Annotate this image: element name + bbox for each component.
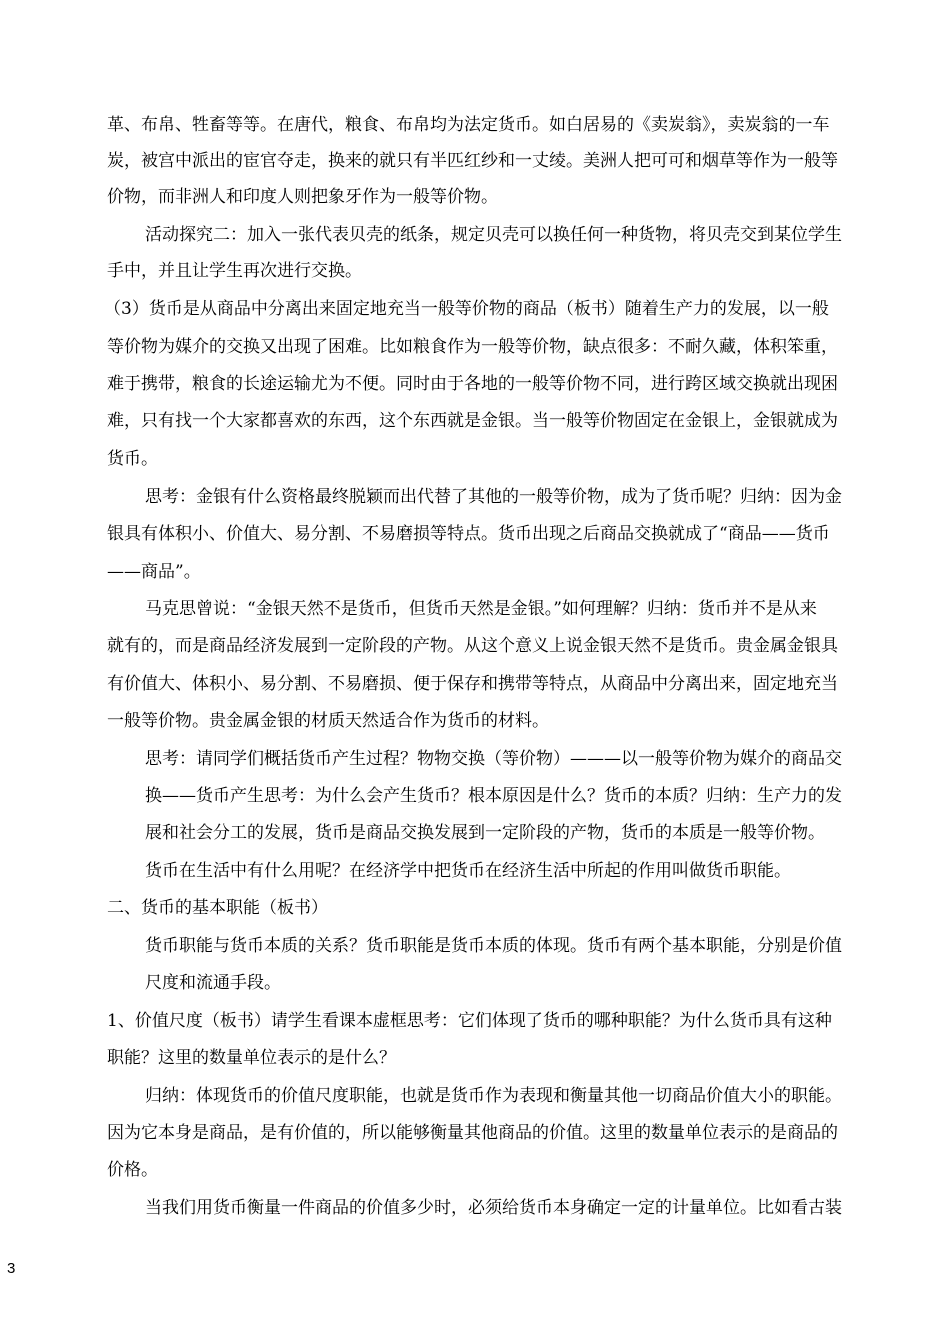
text-line: 活动探究二：加入一张代表贝壳的纸条，规定贝壳可以换任何一种货物，将贝壳交到某位学生: [145, 225, 842, 245]
text-line: 手中，并且让学生再次进行交换。: [107, 261, 362, 281]
section-heading: 二、货币的基本职能（板书）: [107, 898, 328, 918]
text-line: 换——货币产生思考：为什么会产生货币？根本原因是什么？货币的本质？归纳：生产力的发: [145, 786, 842, 806]
text-line: 展和社会分工的发展，货币是商品交换发展到一定阶段的产物，货币的本质是一般等价物。: [145, 823, 825, 843]
text-line: 因为它本身是商品，是有价值的，所以能够衡量其他商品的价值。这里的数量单位表示的是商品的: [107, 1123, 838, 1143]
text-line: 货币。: [107, 449, 158, 469]
text-line: 归纳：体现货币的价值尺度职能，也就是货币作为表现和衡量其他一切商品价值大小的职能。: [145, 1086, 842, 1106]
text-line: 难于携带，粮食的长途运输尤为不便。同时由于各地的一般等价物不同，进行跨区域交换就出现困: [107, 374, 838, 394]
text-line: 有价值大、体积小、易分割、不易磨损、便于保存和携带等特点，从商品中分离出来，固定地充当: [107, 674, 838, 694]
text-line: 难，只有找一个大家都喜欢的东西，这个东西就是金银。当一般等价物固定在金银上，金银就成为: [107, 411, 838, 431]
text-line: 尺度和流通手段。: [145, 973, 281, 993]
text-line: 马克思曾说：“金银天然不是货币，但货币天然是金银。”如何理解？归纳：货币并不是从来: [145, 599, 817, 619]
text-line: 银具有体积小、价值大、易分割、不易磨损等特点。货币出现之后商品交换就成了“商品——货币: [107, 524, 830, 544]
text-line: 价物，而非洲人和印度人则把象牙作为一般等价物。: [107, 187, 498, 207]
text-line: 职能？这里的数量单位表示的是什么？: [107, 1048, 396, 1068]
text-line: 价格。: [107, 1160, 158, 1180]
text-line: 思考：请同学们概括货币产生过程？物物交换（等价物）———以一般等价物为媒介的商品交: [145, 749, 842, 769]
text-line: 当我们用货币衡量一件商品的价值多少时，必须给货币本身确定一定的计量单位。比如看古装: [145, 1198, 842, 1218]
text-line: 一般等价物。贵金属金银的材质天然适合作为货币的材料。: [107, 711, 549, 731]
text-line: （3）货币是从商品中分离出来固定地充当一般等价物的商品（板书）随着生产力的发展，以一般: [104, 299, 829, 319]
text-line: ——商品”。: [107, 562, 201, 582]
text-line: 1、价值尺度（板书）请学生看课本虚框思考：它们体现了货币的哪种职能？为什么货币具有这种: [107, 1011, 832, 1031]
text-line: 货币职能与货币本质的关系？货币职能是货币本质的体现。货币有两个基本职能，分别是价值: [145, 936, 842, 956]
text-line: 货币在生活中有什么用呢？在经济学中把货币在经济生活中所起的作用叫做货币职能。: [145, 861, 791, 881]
text-line: 革、布帛、牲畜等等。在唐代，粮食、布帛均为法定货币。如白居易的《卖炭翁》，卖炭翁的一车: [107, 115, 830, 135]
text-line: 思考：金银有什么资格最终脱颖而出代替了其他的一般等价物，成为了货币呢？归纳：因为金: [145, 487, 842, 507]
page-number: 3: [7, 1260, 16, 1277]
text-line: 等价物为媒介的交换又出现了困难。比如粮食作为一般等价物，缺点很多：不耐久藏，体积笨重，: [107, 337, 838, 357]
text-line: 就有的，而是商品经济发展到一定阶段的产物。从这个意义上说金银天然不是货币。贵金属金银具: [107, 636, 838, 656]
text-line: 炭，被宫中派出的宦官夺走，换来的就只有半匹红纱和一丈绫。美洲人把可可和烟草等作为一般等: [107, 151, 838, 171]
